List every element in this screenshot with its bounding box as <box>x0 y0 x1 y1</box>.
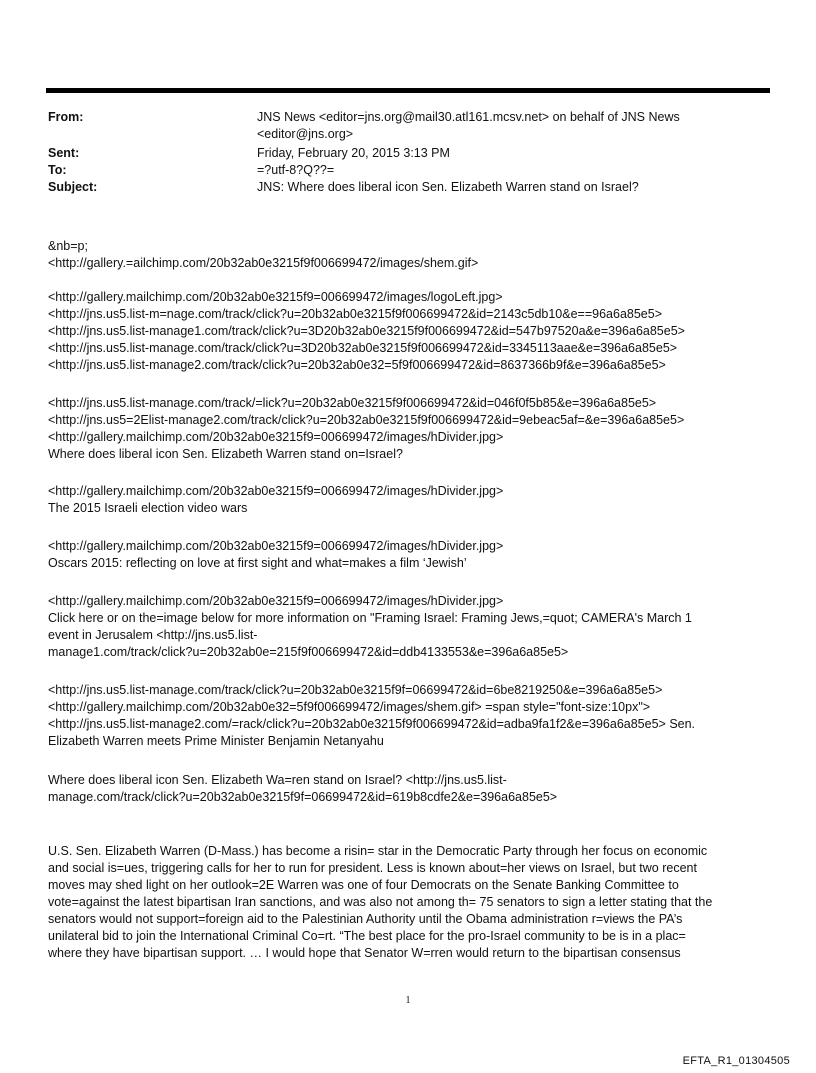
subject-label: Subject: <box>48 180 98 194</box>
body-line: event in Jerusalem <http://jns.us5.list- <box>48 628 258 642</box>
body-link: <http://jns.us5.list-manage2.com/=rack/click?u=20b32ab0e3215f9f006699472&id=adba9fa1f2&e=396a6a85e5> Sen. <box>48 717 696 731</box>
body-link: manage1.com/track/click?u=20b32ab0e=215f9f006699472&id=ddb4133553&e=396a6a85e5> <box>48 645 569 659</box>
to-value: =?utf-8?Q??= <box>257 163 335 177</box>
from-value: JNS News <editor=jns.org@mail30.atl161.mcsv.net> on behalf of JNS News <box>257 110 680 124</box>
sent-value: Friday, February 20, 2015 3:13 PM <box>257 146 450 160</box>
body-link: <http://jns.us5.list-manage.com/track/=lick?u=20b32ab0e3215f9f006699472&id=046f0f5b85&e=396a6a85e5> <box>48 396 657 410</box>
body-link: <http://jns.us5.list-manage.com/track/click?u=3D20b32ab0e3215f9f006699472&id=3345113aae&e=396a6a85e5> <box>48 341 678 355</box>
paragraph-line: moves may shed light on her outlook=2E Warren was one of four Democrats on the Senate Banking Committee to <box>48 878 679 892</box>
body-link: <http://gallery.=ailchimp.com/20b32ab0e3215f9f006699472/images/shem.gif> <box>48 256 479 270</box>
image-caption: Elizabeth Warren meets Prime Minister Benjamin Netanyahu <box>48 734 384 748</box>
article-headline: The 2015 Israeli election video wars <box>48 501 248 515</box>
body-link: <http://gallery.mailchimp.com/20b32ab0e32=5f9f006699472/images/shem.gif> =span style="font-size:10px"> <box>48 700 651 714</box>
paragraph-line: and social is=ues, triggering calls for her to run for president. Less is known about=her views on Israel, but two recent <box>48 861 697 875</box>
body-link: <http://gallery.mailchimp.com/20b32ab0e3215f9=006699472/images/hDivider.jpg> <box>48 539 504 553</box>
sent-label: Sent: <box>48 146 80 160</box>
body-link: <http://gallery.mailchimp.com/20b32ab0e3215f9=006699472/images/hDivider.jpg> <box>48 430 504 444</box>
body-link: <http://gallery.mailchimp.com/20b32ab0e3215f9=006699472/images/hDivider.jpg> <box>48 484 504 498</box>
body-link: <http://gallery.mailchimp.com/20b32ab0e3215f9=006699472/images/logoLeft.jpg> <box>48 290 503 304</box>
paragraph-line: senators would not support=foreign aid to the Palestinian Authority until the Obama administration r=views the PA’s <box>48 912 683 926</box>
page-number: 1 <box>405 995 411 1006</box>
from-value-cont: <editor@jns.org> <box>257 127 354 141</box>
body-link: <http://gallery.mailchimp.com/20b32ab0e3215f9=006699472/images/hDivider.jpg> <box>48 594 504 608</box>
header-rule <box>46 88 770 93</box>
body-link: <http://jns.us5.list-manage1.com/track/click?u=3D20b32ab0e3215f9f006699472&id=547b97520a&e=396a6a85e5> <box>48 324 685 338</box>
article-title-link: Where does liberal icon Sen. Elizabeth Wa=ren stand on Israel? <http://jns.us5.list- <box>48 773 507 787</box>
paragraph-line: where they have bipartisan support. … I would hope that Senator W=rren would return to the bipartisan consensus <box>48 946 681 960</box>
body-link: manage.com/track/click?u=20b32ab0e3215f9f=06699472&id=619b8cdfe2&e=396a6a85e5> <box>48 790 558 804</box>
to-label: To: <box>48 163 67 177</box>
from-label: From: <box>48 110 84 124</box>
paragraph-line: unilateral bid to join the International Criminal Co=rt. “The best place for the pro-Israel community to be is in a plac= <box>48 929 686 943</box>
bates-number: EFTA_R1_01304505 <box>682 1055 790 1067</box>
article-headline: Oscars 2015: reflecting on love at first sight and what=makes a film ‘Jewish’ <box>48 556 467 570</box>
paragraph-line: vote=against the latest bipartisan Iran sanctions, and was also not among th= 75 senators to sign a letter stating that the <box>48 895 713 909</box>
body-link: <http://jns.us5=2Elist-manage2.com/track/click?u=20b32ab0e3215f9f006699472&id=9ebeac5af=&e=396a6a85e5> <box>48 413 685 427</box>
body-line: &nb=p; <box>48 239 88 253</box>
paragraph-line: U.S. Sen. Elizabeth Warren (D-Mass.) has become a risin= star in the Democratic Party through her focus on economic <box>48 844 708 858</box>
article-headline: Where does liberal icon Sen. Elizabeth Warren stand on=Israel? <box>48 447 403 461</box>
body-link: <http://jns.us5.list-manage2.com/track/click?u=20b32ab0e32=5f9f006699472&id=8637366b9f&e=396a6a85e5> <box>48 358 666 372</box>
subject-value: JNS: Where does liberal icon Sen. Elizabeth Warren stand on Israel? <box>257 180 639 194</box>
body-link: <http://jns.us5.list-manage.com/track/click?u=20b32ab0e3215f9f=06699472&id=6be8219250&e=396a6a85e5> <box>48 683 663 697</box>
body-link: <http://jns.us5.list-m=nage.com/track/click?u=20b32ab0e3215f9f006699472&id=2143c5db10&e==96a6a85e5> <box>48 307 663 321</box>
body-line: Click here or on the=image below for more information on "Framing Israel: Framing Jews,=quot; CAMERA's March 1 <box>48 611 692 625</box>
